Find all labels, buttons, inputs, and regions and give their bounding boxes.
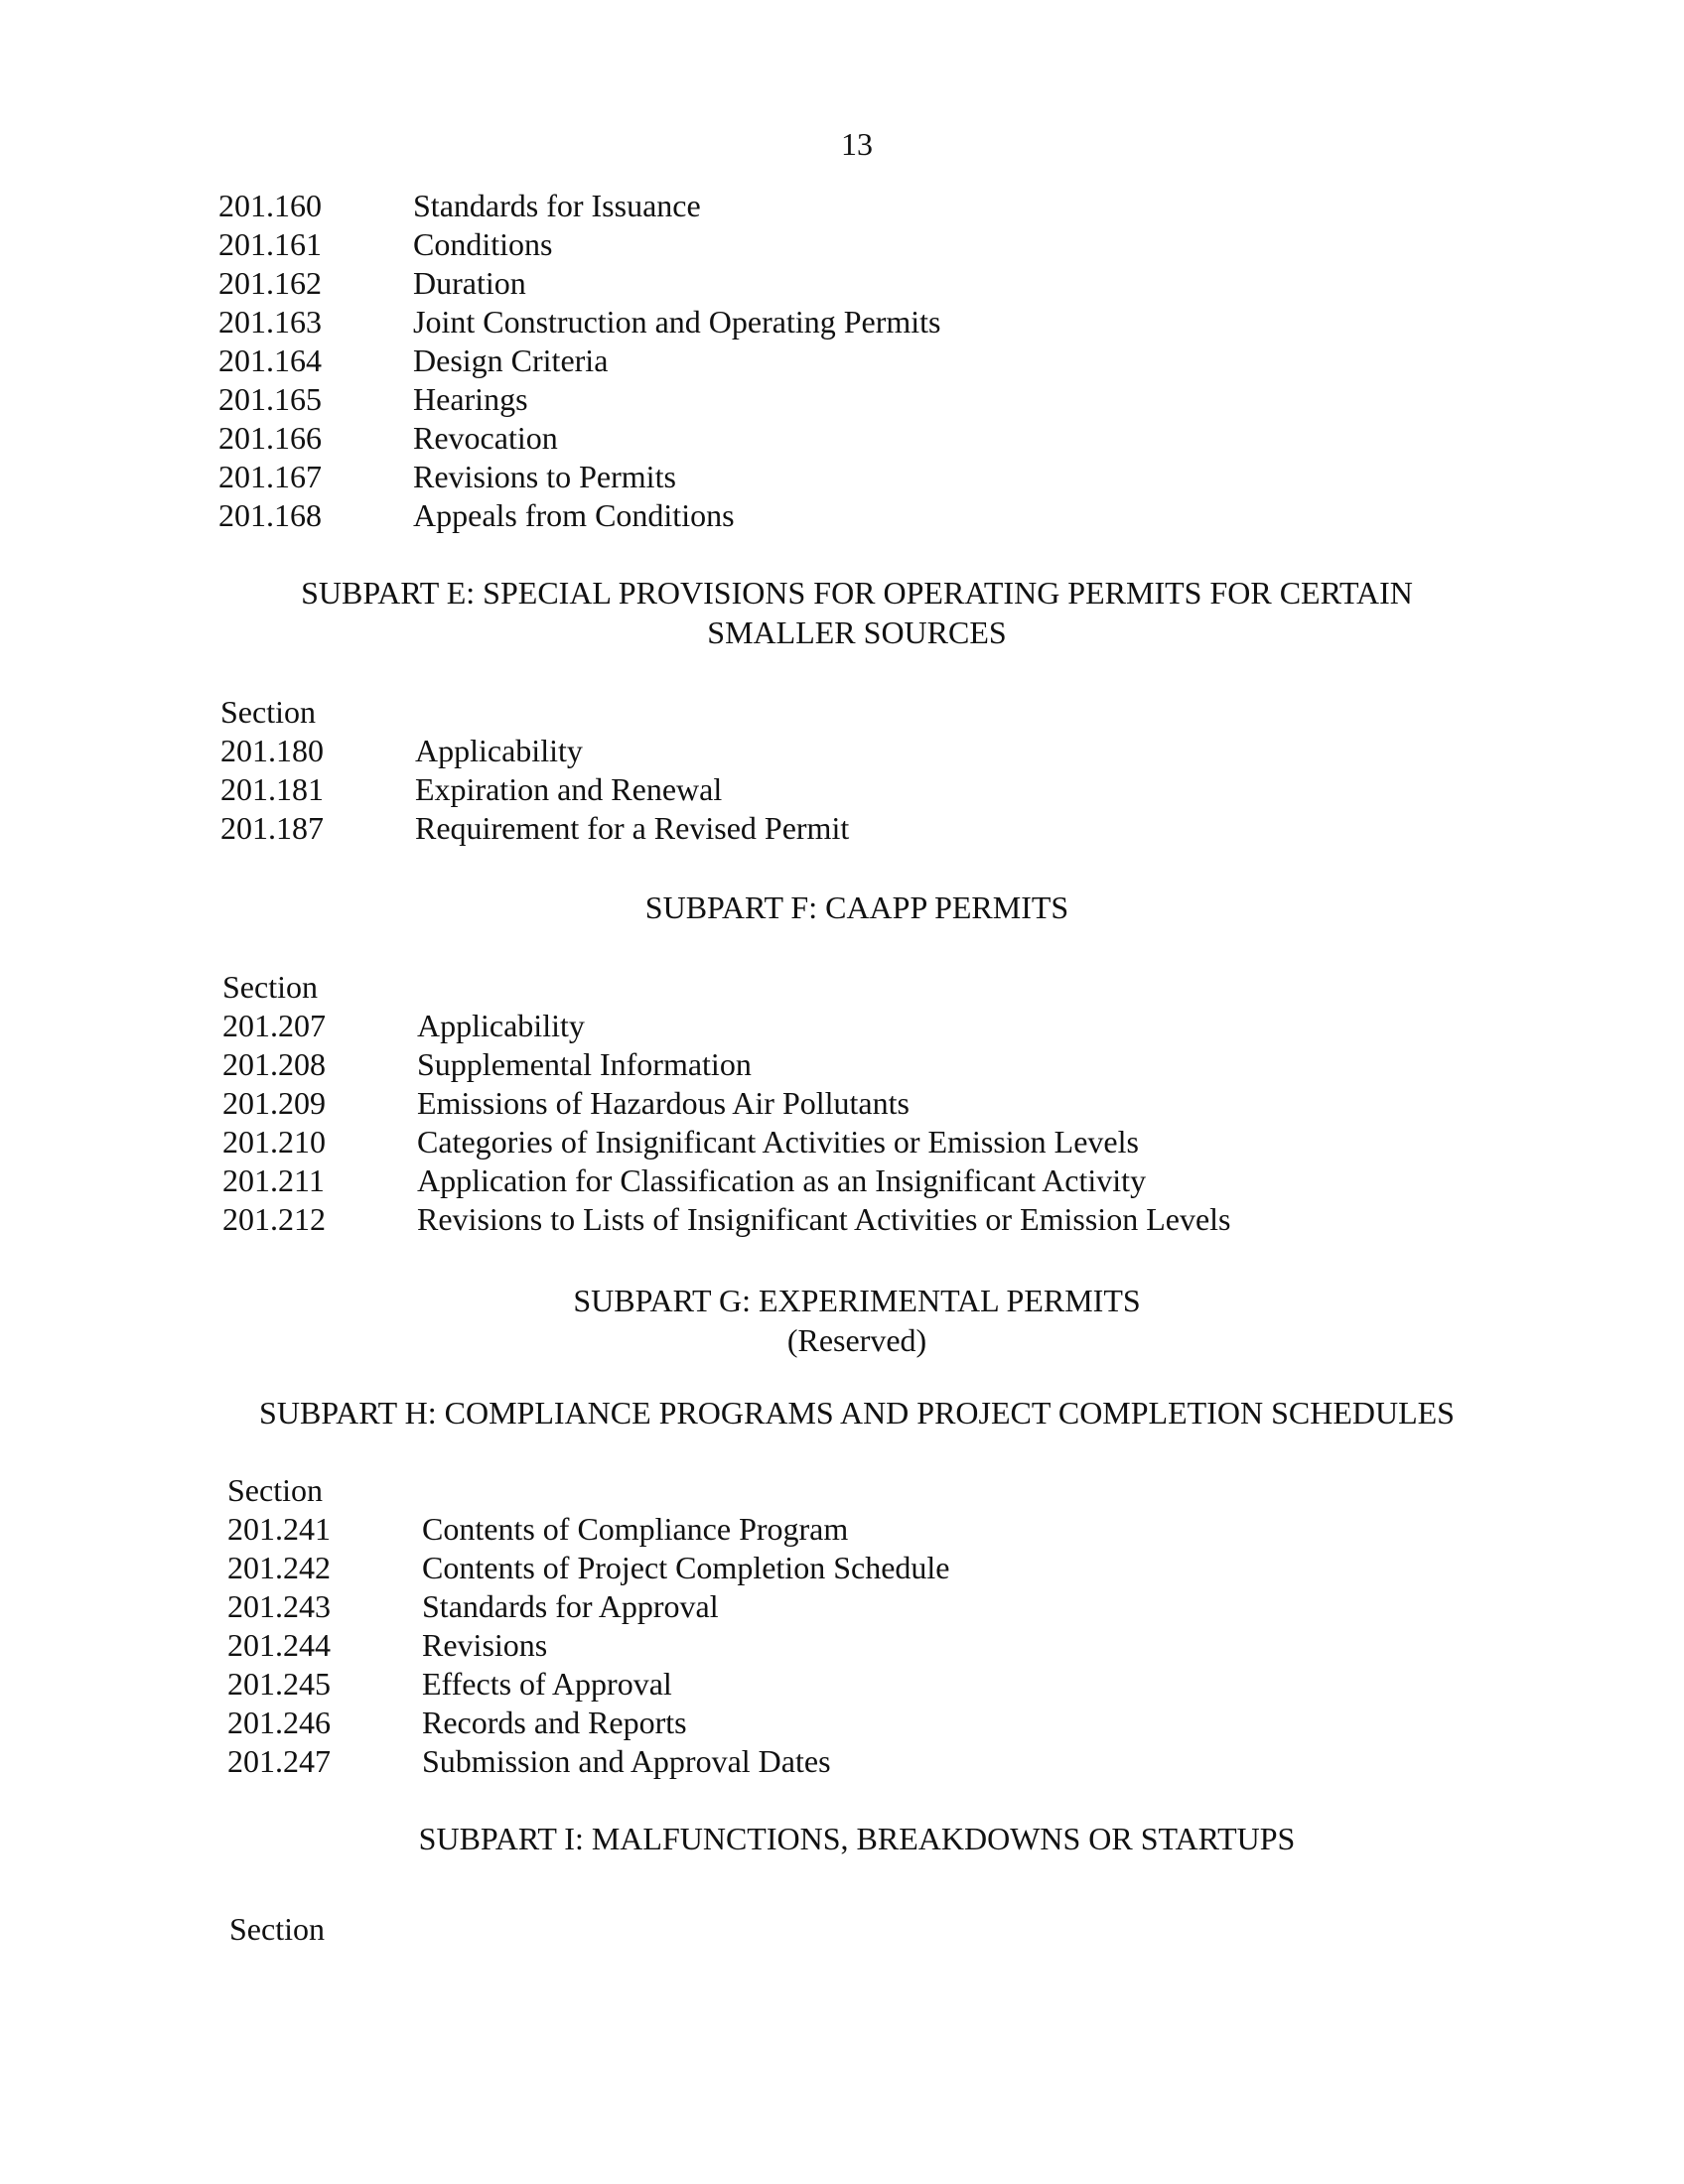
- section-number: 201.167: [218, 459, 322, 494]
- section-row: [220, 732, 849, 770]
- section-number: 201.181: [220, 771, 324, 807]
- subpart-g-reserved-note: (Reserved): [786, 1322, 927, 1358]
- section-row: [218, 225, 941, 264]
- section-number: 201.210: [222, 1124, 326, 1160]
- section-row: [218, 303, 941, 341]
- section-title: Design Criteria: [413, 342, 609, 378]
- section-number: 201.245: [227, 1666, 331, 1702]
- subpart-i-section-list: [229, 1910, 325, 1949]
- subpart-h-section-list: [227, 1471, 949, 1781]
- section-title: Supplemental Information: [417, 1046, 752, 1082]
- section-row: [220, 770, 849, 809]
- subpart-f-section-list: [222, 968, 1230, 1239]
- section-title: Emissions of Hazardous Air Pollutants: [417, 1085, 910, 1121]
- section-number: 201.244: [227, 1627, 331, 1663]
- section-row: [227, 1587, 949, 1626]
- section-title: Revisions to Permits: [413, 459, 676, 494]
- section-row: [227, 1742, 949, 1781]
- section-row: [222, 1161, 1230, 1200]
- section-row: [218, 496, 941, 535]
- section-row: [222, 1007, 1230, 1045]
- section-number: 201.211: [222, 1162, 325, 1198]
- section-row: [222, 1123, 1230, 1161]
- section-number: 201.207: [222, 1008, 326, 1043]
- section-number: 201.161: [218, 226, 322, 262]
- section-number: 201.162: [218, 265, 322, 301]
- section-number: 201.165: [218, 381, 322, 417]
- section-number: 201.160: [218, 188, 322, 223]
- section-label: Section: [220, 694, 316, 730]
- section-row: [220, 809, 849, 848]
- section-number: 201.241: [227, 1511, 331, 1547]
- subpart-f-heading: [0, 887, 1684, 927]
- section-title: Joint Construction and Operating Permits: [413, 304, 941, 340]
- section-number: 201.209: [222, 1085, 326, 1121]
- section-row: [227, 1626, 949, 1665]
- section-row: [218, 187, 941, 225]
- section-title: Revocation: [413, 420, 558, 456]
- subpart-d-section-list: [218, 187, 941, 535]
- section-title: Contents of Compliance Program: [422, 1511, 849, 1547]
- section-title: Revisions to Lists of Insignificant Activities or Emission Levels: [417, 1201, 1231, 1237]
- section-row: [218, 264, 941, 303]
- section-number: 201.212: [222, 1201, 326, 1237]
- section-title: Standards for Approval: [422, 1588, 719, 1624]
- section-number: 201.180: [220, 733, 324, 768]
- subpart-h-heading-text: SUBPART H: COMPLIANCE PROGRAMS AND PROJECT COMPLETION SCHEDULES: [259, 1395, 1455, 1431]
- section-number: 201.243: [227, 1588, 331, 1624]
- section-title: Records and Reports: [422, 1705, 687, 1740]
- section-title: Categories of Insignificant Activities or Emission Levels: [417, 1124, 1139, 1160]
- section-title: Expiration and Renewal: [415, 771, 723, 807]
- section-row: [227, 1665, 949, 1704]
- section-row: [222, 1084, 1230, 1123]
- section-row: [218, 341, 941, 380]
- subpart-i-heading: [0, 1819, 1684, 1858]
- section-number: 201.166: [218, 420, 322, 456]
- section-row: [222, 1200, 1230, 1239]
- section-label: Section: [227, 1472, 323, 1508]
- section-label: Section: [229, 1911, 325, 1947]
- section-number: 201.208: [222, 1046, 326, 1082]
- section-row: [218, 419, 941, 458]
- subpart-e-heading-line1: SUBPART E: SPECIAL PROVISIONS FOR OPERATING PERMITS FOR CERTAIN: [301, 575, 1413, 611]
- section-title: Application for Classification as an Insignificant Activity: [417, 1162, 1147, 1198]
- section-number: 201.242: [227, 1550, 331, 1585]
- subpart-e-section-list: [220, 693, 849, 848]
- section-row: [227, 1549, 949, 1587]
- section-title: Applicability: [415, 733, 583, 768]
- subpart-g-heading: [0, 1281, 1684, 1360]
- section-title: Duration: [413, 265, 526, 301]
- page-number: 13: [841, 126, 873, 162]
- section-label: Section: [222, 969, 318, 1005]
- subpart-e-heading: [0, 573, 1684, 652]
- section-row: [218, 380, 941, 419]
- section-row: [222, 1045, 1230, 1084]
- section-number: 201.187: [220, 810, 324, 846]
- section-title: Hearings: [413, 381, 528, 417]
- section-title: Requirement for a Revised Permit: [415, 810, 850, 846]
- section-row: [218, 458, 941, 496]
- section-title: Applicability: [417, 1008, 585, 1043]
- subpart-i-heading-text: SUBPART I: MALFUNCTIONS, BREAKDOWNS OR STARTUPS: [418, 1821, 1296, 1856]
- subpart-h-heading: [0, 1393, 1684, 1433]
- section-title: Conditions: [413, 226, 553, 262]
- section-row: [227, 1510, 949, 1549]
- section-title: Effects of Approval: [422, 1666, 672, 1702]
- subpart-g-heading-text: SUBPART G: EXPERIMENTAL PERMITS: [573, 1283, 1141, 1318]
- section-number: 201.247: [227, 1743, 331, 1779]
- subpart-f-heading-text: SUBPART F: CAAPP PERMITS: [644, 889, 1069, 925]
- section-number: 201.164: [218, 342, 322, 378]
- section-row: [227, 1704, 949, 1742]
- subpart-e-heading-line2: SMALLER SOURCES: [707, 614, 1007, 650]
- section-title: Revisions: [422, 1627, 548, 1663]
- section-number: 201.163: [218, 304, 322, 340]
- section-title: Submission and Approval Dates: [422, 1743, 831, 1779]
- section-title: Contents of Project Completion Schedule: [422, 1550, 950, 1585]
- section-title: Appeals from Conditions: [413, 497, 735, 533]
- section-title: Standards for Issuance: [413, 188, 701, 223]
- section-number: 201.246: [227, 1705, 331, 1740]
- section-number: 201.168: [218, 497, 322, 533]
